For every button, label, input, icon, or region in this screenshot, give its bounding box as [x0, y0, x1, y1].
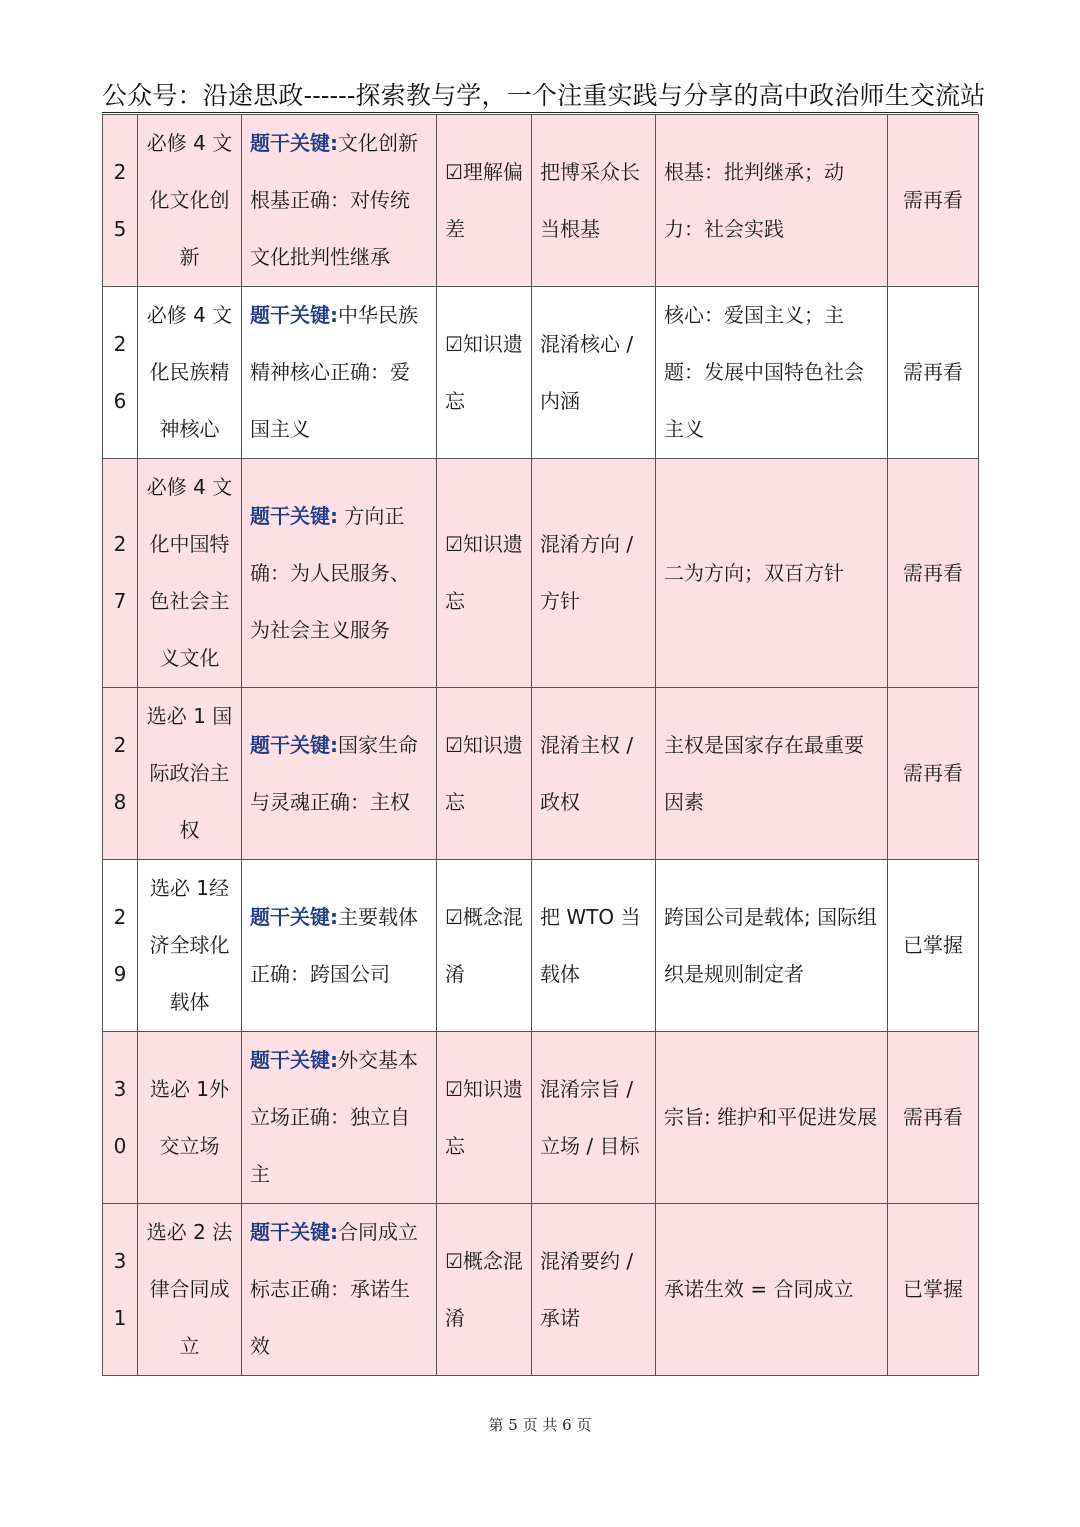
question-key-text: 中华民族精神核心正确：爱国主义	[250, 303, 418, 441]
keyword-label: 题干关键:	[250, 904, 338, 929]
correct-point-cell: 二为方向；双百方针	[656, 459, 888, 688]
topic-cell: 选必 1经济全球化载体	[138, 860, 242, 1032]
correct-point-cell: 承诺生效 = 合同成立	[656, 1204, 888, 1376]
error-type-cell: ☑知识遗忘	[437, 688, 532, 860]
question-key-cell	[242, 1032, 437, 1204]
header-divider	[102, 112, 978, 113]
question-key-cell	[242, 115, 437, 287]
mistake-cell: 混淆主权 / 政权	[532, 688, 656, 860]
mistake-cell: 混淆宗旨 / 立场 / 目标	[532, 1032, 656, 1204]
question-key-text: 主要载体正确：跨国公司	[250, 904, 418, 986]
row-number: 28	[103, 688, 138, 860]
topic-cell: 必修 4 文化文化创新	[138, 115, 242, 287]
status-cell: 需再看	[888, 287, 979, 459]
table-row	[103, 287, 979, 459]
row-number: 26	[103, 287, 138, 459]
row-number: 27	[103, 459, 138, 688]
table-row	[103, 860, 979, 1032]
topic-cell: 选必 1 国际政治主权	[138, 688, 242, 860]
question-key-cell	[242, 688, 437, 860]
correct-point-cell: 根基：批判继承；动力：社会实践	[656, 115, 888, 287]
question-key-text: 国家生命与灵魂正确：主权	[250, 732, 418, 814]
correct-point-cell: 宗旨: 维护和平促进发展	[656, 1032, 888, 1204]
error-type-cell: ☑概念混淆	[437, 1204, 532, 1376]
question-key-cell	[242, 287, 437, 459]
mistake-cell: 混淆要约 / 承诺	[532, 1204, 656, 1376]
status-cell: 已掌握	[888, 1204, 979, 1376]
error-type-cell: ☑知识遗忘	[437, 459, 532, 688]
keyword-label: 题干关键:	[250, 732, 338, 757]
correct-point-cell: 核心：爱国主义；主题：发展中国特色社会主义	[656, 287, 888, 459]
correct-point-cell: 主权是国家存在最重要因素	[656, 688, 888, 860]
error-type-cell: ☑知识遗忘	[437, 287, 532, 459]
question-key-cell	[242, 860, 437, 1032]
status-cell: 已掌握	[888, 860, 979, 1032]
mistake-cell: 混淆核心 / 内涵	[532, 287, 656, 459]
topic-cell: 选必 2 法律合同成立	[138, 1204, 242, 1376]
mistake-cell: 把博采众长当根基	[532, 115, 656, 287]
status-cell: 需再看	[888, 459, 979, 688]
question-key-cell	[242, 459, 437, 688]
page-header: 公众号：沿途思政------探索教与学，一个注重实践与分享的高中政治师生交流站	[102, 81, 986, 110]
error-type-cell: ☑知识遗忘	[437, 1032, 532, 1204]
keyword-label: 题干关键:	[250, 1220, 338, 1244]
question-key-text: 合同成立标志正确：承诺生效	[250, 1220, 418, 1358]
question-key-text: 方向正确：为人民服务、为社会主义服务	[250, 503, 410, 642]
keyword-label: 题干关键:	[250, 503, 338, 528]
table-row	[103, 459, 979, 688]
status-cell: 需再看	[888, 115, 979, 287]
table-row	[103, 115, 979, 287]
table-row	[103, 688, 979, 860]
mistake-cell: 混淆方向 / 方针	[532, 459, 656, 688]
correct-point-cell: 跨国公司是载体; 国际组织是规则制定者	[656, 860, 888, 1032]
status-cell: 需再看	[888, 688, 979, 860]
question-key-cell	[242, 1204, 437, 1376]
keyword-label: 题干关键:	[250, 303, 338, 327]
row-number: 25	[103, 115, 138, 287]
page-footer: 第 5 页 共 6 页	[488, 1416, 592, 1434]
mistake-cell: 把 WTO 当载体	[532, 860, 656, 1032]
row-number: 31	[103, 1204, 138, 1376]
topic-cell: 必修 4 文化民族精神核心	[138, 287, 242, 459]
row-number: 30	[103, 1032, 138, 1204]
error-type-cell: ☑概念混淆	[437, 860, 532, 1032]
table-row	[103, 1032, 979, 1204]
keyword-label: 题干关键:	[250, 131, 338, 155]
keyword-label: 题干关键:	[250, 1048, 338, 1072]
question-key-text: 外交基本立场正确：独立自主	[250, 1048, 418, 1186]
status-cell: 需再看	[888, 1032, 979, 1204]
topic-cell: 必修 4 文化中国特色社会主义文化	[138, 459, 242, 688]
error-log-table	[102, 114, 979, 1376]
question-key-text: 文化创新根基正确：对传统文化批判性继承	[250, 131, 418, 269]
table-row	[103, 1204, 979, 1376]
row-number: 29	[103, 860, 138, 1032]
topic-cell: 选必 1外交立场	[138, 1032, 242, 1204]
error-type-cell: ☑理解偏差	[437, 115, 532, 287]
